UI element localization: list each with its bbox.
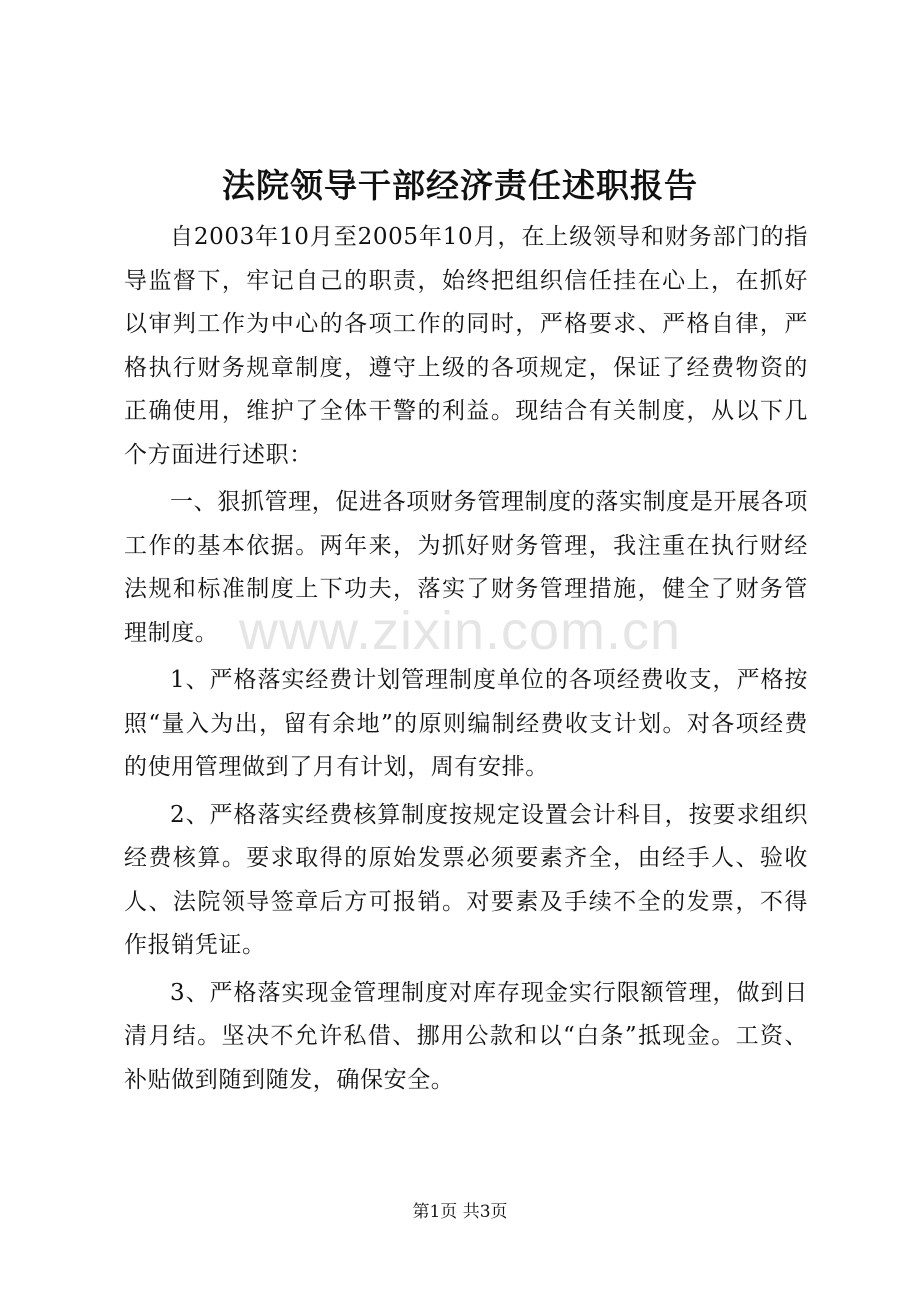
paragraph-item-1: 1、严格落实经费计划管理制度单位的各项经费收支，严格按照“量入为出，留有余地”的原则编制经费收支计划。对各项经费的使用管理做到了月有计划，周有安排。 bbox=[124, 667, 808, 780]
document-title: 法院领导干部经济责任述职报告 bbox=[222, 166, 698, 205]
watermark: www.zixin.com.cn bbox=[238, 601, 682, 661]
document-body bbox=[124, 216, 808, 1106]
paragraph-item-3: 3、严格落实现金管理制度对库存现金实行限额管理，做到日清月结。坚决不允许私借、挪用公款和以“白条”抵现金。工资、补贴做到随到随发，确保安全。 bbox=[124, 979, 808, 1093]
page-footer: 第1页 共3页 bbox=[412, 1202, 508, 1222]
paragraph-section-1: 一、狠抓管理，促进各项财务管理制度的落实制度是开展各项工作的基本依据。两年来，为抓好财务管理，我注重在执行财经法规和标准制度上下功夫，落实了财务管理措施，健全了财务管理制度。 bbox=[124, 489, 808, 646]
paragraph-intro: 自2003年10月至2005年10月，在上级领导和财务部门的指导监督下，牢记自己的职责，始终把组织信任挂在心上，在抓好以审判工作为中心的各项工作的同时，严格要求、严格自律，严格执行财务规章制度，遵守上级的各项规定，保证了经费物资的正确使用，维护了全体干警的利益。现结合有关制度，从以下几个方面进行述职： bbox=[124, 224, 808, 468]
paragraph-item-2: 2、严格落实经费核算制度按规定设置会计科目，按要求组织经费核算。要求取得的原始发票必须要素齐全，由经手人、验收人、法院领导签章后方可报销。对要素及手续不全的发票，不得作报销凭证。 bbox=[124, 801, 808, 958]
